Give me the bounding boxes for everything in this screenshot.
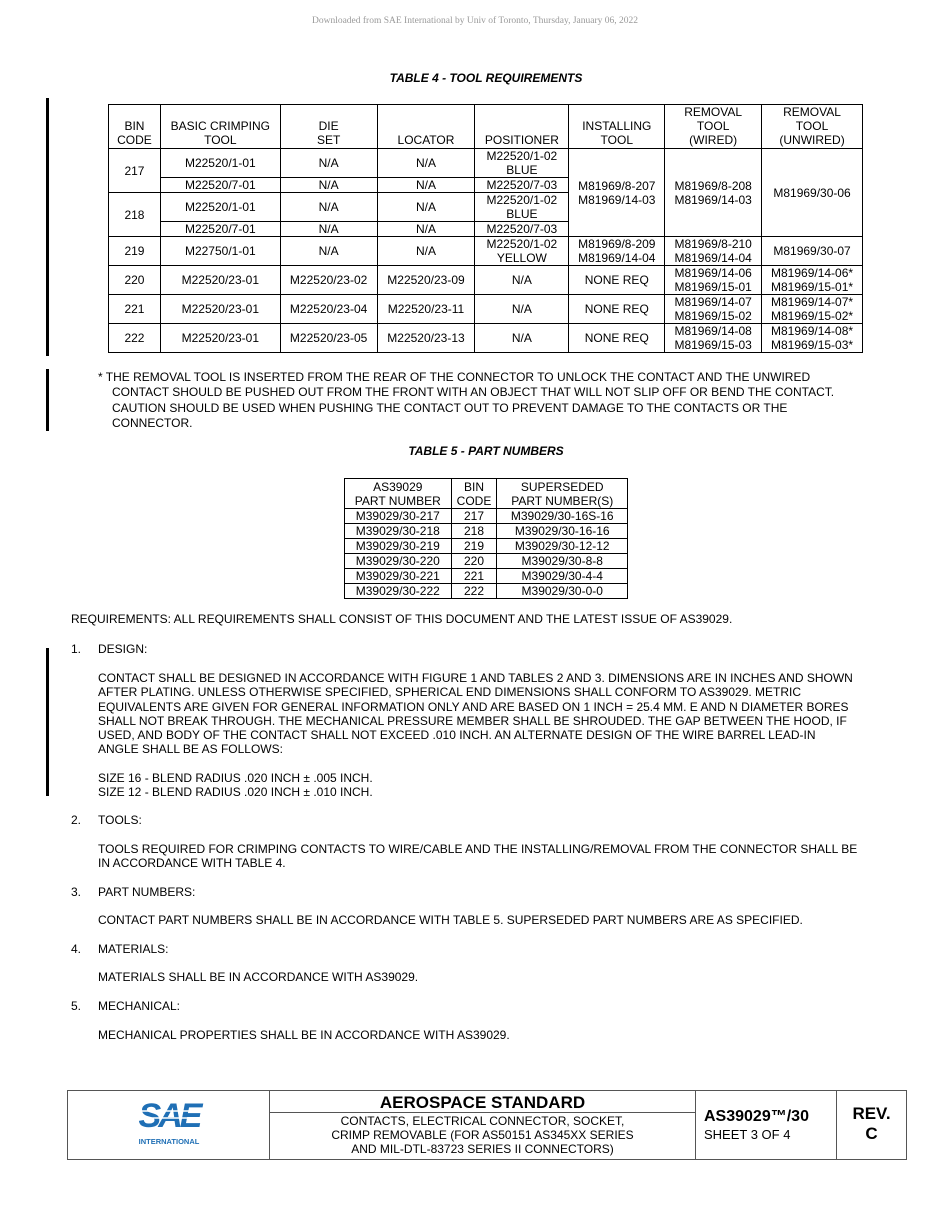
table-cell: 221 <box>451 569 497 584</box>
table5-title: TABLE 5 - PART NUMBERS <box>408 444 564 458</box>
table-cell: N/A <box>377 178 475 193</box>
title-block <box>67 1090 907 1160</box>
document-number-cell <box>696 1091 837 1159</box>
section-heading: PART NUMBERS: <box>98 885 196 899</box>
table-cell: M81969/8-209 M81969/14-04 <box>569 237 665 266</box>
table-cell: N/A <box>377 193 475 222</box>
table-cell: 218 <box>109 193 161 237</box>
table-row <box>109 237 863 266</box>
table-cell: M22520/23-01 <box>160 266 280 295</box>
table-cell: N/A <box>377 222 475 237</box>
document-number: AS39029™/30 <box>704 1108 809 1125</box>
table-cell: M39029/30-218 <box>345 524 452 539</box>
blend-radius-list <box>98 771 898 800</box>
standard-title: AEROSPACE STANDARD <box>270 1091 695 1113</box>
header-cell: BIN CODE <box>109 105 161 149</box>
download-note: Downloaded from SAE International by Univ of Toronto, Thursday, January 06, 2022 <box>311 16 639 26</box>
table-cell: M22750/1-01 <box>160 237 280 266</box>
paragraph-line: AFTER PLATING. UNLESS OTHERWISE SPECIFIED, SPHERICAL END DIMENSIONS SHALL CONFORM TO AS39029. METRIC <box>98 685 802 700</box>
table-cell: M81969/14-08 M81969/15-03 <box>665 324 762 353</box>
footnote-line: CONTACT SHOULD BE PUSHED OUT FROM THE FRONT WITH AN OBJECT THAT WILL NOT SLIP OFF OR BEND THE CONTACT. <box>112 385 835 400</box>
section-heading: MATERIALS: <box>98 942 169 956</box>
part-numbers-paragraph: CONTACT PART NUMBERS SHALL BE IN ACCORDANCE WITH TABLE 5. SUPERSEDED PART NUMBERS ARE AS SPECIFIED. <box>98 913 803 927</box>
table-cell: N/A <box>475 324 569 353</box>
table-cell: NONE REQ <box>569 295 665 324</box>
footnote-line: CAUTION SHOULD BE USED WHEN PUSHING THE CONTACT OUT TO PREVENT DAMAGE TO THE CONTACTS OR THE <box>112 400 788 415</box>
table-cell: M22520/1-02 BLUE <box>475 149 569 178</box>
footnote-line: * THE REMOVAL TOOL IS INSERTED FROM THE REAR OF THE CONNECTOR TO UNLOCK THE CONTACT AND THE UNWIRED <box>98 370 811 384</box>
table-row <box>109 295 863 324</box>
table-cell: M81969/30-07 <box>762 237 863 266</box>
table-row <box>345 509 628 524</box>
table-cell: M39029/30-4-4 <box>497 569 628 584</box>
table-cell: N/A <box>280 237 377 266</box>
table-cell: N/A <box>280 193 377 222</box>
table-row <box>345 539 628 554</box>
table-cell: 222 <box>451 584 497 599</box>
section-number: 3. <box>71 885 82 899</box>
table-cell: N/A <box>280 149 377 178</box>
tool-requirements-table <box>108 104 863 353</box>
paragraph-line: TOOLS REQUIRED FOR CRIMPING CONTACTS TO WIRE/CABLE AND THE INSTALLING/REMOVAL FROM THE CONNECTOR SHALL BE <box>98 842 858 856</box>
table-cell: NONE REQ <box>569 266 665 295</box>
footnote-line: CONNECTOR. <box>112 415 193 430</box>
table-cell: N/A <box>377 237 475 266</box>
table-cell: M22520/7-01 <box>160 222 280 237</box>
table-row <box>345 569 628 584</box>
requirements-statement: REQUIREMENTS: ALL REQUIREMENTS SHALL CONSIST OF THIS DOCUMENT AND THE LATEST ISSUE OF AS39029. <box>71 612 733 626</box>
table-cell: M39029/30-16S-16 <box>497 509 628 524</box>
table-cell: 217 <box>109 149 161 193</box>
sae-logo-subtitle: INTERNATIONAL <box>138 1137 200 1146</box>
change-bar <box>46 98 49 356</box>
table-cell: M22520/1-01 <box>160 149 280 178</box>
table-header-row <box>109 105 863 149</box>
table-cell: M81969/8-208 M81969/14-03 <box>665 149 762 237</box>
table-cell: M81969/8-210 M81969/14-04 <box>665 237 762 266</box>
table-cell: M81969/30-06 <box>762 149 863 237</box>
header-cell: POSITIONER <box>475 105 569 149</box>
section-heading: TOOLS: <box>98 813 142 827</box>
table-cell: M22520/23-01 <box>160 324 280 353</box>
table-cell: 221 <box>109 295 161 324</box>
section-number: 4. <box>71 942 82 956</box>
table-cell: M81969/14-06 M81969/15-01 <box>665 266 762 295</box>
paragraph-line: EQUIVALENTS ARE GIVEN FOR GENERAL INFORMATION ONLY AND ARE BASED ON 1 INCH = 25.4 MM. E AND N DIAMETER BORES <box>98 699 849 714</box>
table-row <box>345 554 628 569</box>
table-cell: M81969/14-07 M81969/15-02 <box>665 295 762 324</box>
table-cell: M22520/1-01 <box>160 193 280 222</box>
paragraph-line: CONTACT SHALL BE DESIGNED IN ACCORDANCE WITH FIGURE 1 AND TABLES 2 AND 3. DIMENSIONS ARE IN INCHES AND SHOWN <box>98 671 853 685</box>
table-cell: 219 <box>109 237 161 266</box>
section-number: 2. <box>71 813 82 827</box>
table-cell: 222 <box>109 324 161 353</box>
table-cell: 220 <box>109 266 161 295</box>
change-bar <box>46 648 49 796</box>
title-cell <box>270 1091 696 1159</box>
table-cell: M39029/30-220 <box>345 554 452 569</box>
revision-cell <box>837 1091 906 1159</box>
table-row <box>345 584 628 599</box>
section-heading: MECHANICAL: <box>98 999 181 1013</box>
table-cell: N/A <box>377 149 475 178</box>
description-line: CONTACTS, ELECTRICAL CONNECTOR, SOCKET, <box>340 1114 625 1128</box>
table-cell: M22520/23-05 <box>280 324 377 353</box>
paragraph-line: SHALL NOT BREAK THROUGH. THE MECHANICAL PRESSURE MEMBER SHALL BE SHROUDED. THE GAP BETWEEN THE HOOD, IF <box>98 713 847 728</box>
table4-footnote <box>98 370 888 431</box>
sae-logo-letters: SAE <box>138 1097 200 1135</box>
table-cell: N/A <box>280 222 377 237</box>
tools-paragraph <box>98 842 898 871</box>
table-cell: M22520/7-03 <box>475 222 569 237</box>
table-cell: M39029/30-221 <box>345 569 452 584</box>
table-cell: M22520/7-01 <box>160 178 280 193</box>
table-cell: M22520/23-11 <box>377 295 475 324</box>
description-line: CRIMP REMOVABLE (FOR AS50151 AS345XX SERIES <box>331 1128 634 1142</box>
header-cell: SUPERSEDED PART NUMBER(S) <box>497 479 628 509</box>
header-cell: INSTALLING TOOL <box>569 105 665 149</box>
table-cell: M22520/23-04 <box>280 295 377 324</box>
header-cell: BASIC CRIMPING TOOL <box>160 105 280 149</box>
change-bar <box>46 369 49 431</box>
header-cell: REMOVAL TOOL (UNWIRED) <box>762 105 863 149</box>
materials-paragraph: MATERIALS SHALL BE IN ACCORDANCE WITH AS39029. <box>98 970 419 984</box>
table-cell: M39029/30-12-12 <box>497 539 628 554</box>
header-cell: AS39029 PART NUMBER <box>345 479 452 509</box>
paragraph-line: ANGLE SHALL BE AS FOLLOWS: <box>98 742 283 757</box>
table-row <box>109 149 863 178</box>
table-cell: M81969/14-06* M81969/15-01* <box>762 266 863 295</box>
header-cell: BIN CODE <box>451 479 497 509</box>
table-cell: M39029/30-8-8 <box>497 554 628 569</box>
table-cell: M22520/23-02 <box>280 266 377 295</box>
table-cell: NONE REQ <box>569 324 665 353</box>
description-line: AND MIL-DTL-83723 SERIES II CONNECTORS) <box>351 1142 614 1156</box>
revision-label <box>837 1104 906 1144</box>
table-cell: M39029/30-0-0 <box>497 584 628 599</box>
design-paragraph <box>98 671 898 757</box>
table-header-row <box>345 479 628 509</box>
table-cell: N/A <box>475 266 569 295</box>
table-cell: M39029/30-222 <box>345 584 452 599</box>
table-cell: M22520/23-09 <box>377 266 475 295</box>
table-cell: M39029/30-219 <box>345 539 452 554</box>
standard-description <box>270 1114 695 1156</box>
size-16-spec: SIZE 16 - BLEND RADIUS .020 INCH ± .005 INCH. <box>98 771 373 785</box>
table-cell: M39029/30-217 <box>345 509 452 524</box>
table-cell: 218 <box>451 524 497 539</box>
section-number: 5. <box>71 999 82 1013</box>
section-heading: DESIGN: <box>98 642 148 656</box>
mechanical-paragraph: MECHANICAL PROPERTIES SHALL BE IN ACCORDANCE WITH AS39029. <box>98 1028 510 1042</box>
table-cell: M81969/14-08* M81969/15-03* <box>762 324 863 353</box>
table-cell: M81969/8-207 M81969/14-03 <box>569 149 665 237</box>
header-cell: LOCATOR <box>377 105 475 149</box>
table-row <box>109 266 863 295</box>
paragraph-line: USED, AND BODY OF THE CONTACT SHALL NOT EXCEED .010 INCH. AN ALTERNATE DESIGN OF THE WIRE BARREL LEAD-IN <box>98 728 816 743</box>
table-cell: 217 <box>451 509 497 524</box>
table-cell: M22520/23-01 <box>160 295 280 324</box>
table-cell: M81969/14-07* M81969/15-02* <box>762 295 863 324</box>
logo-cell <box>68 1091 270 1159</box>
sae-logo-icon <box>68 1091 270 1159</box>
table-row <box>345 524 628 539</box>
revision-value: C <box>865 1124 878 1143</box>
revision-text: REV. <box>852 1104 891 1123</box>
table-cell: M22520/23-13 <box>377 324 475 353</box>
table-cell: M22520/7-03 <box>475 178 569 193</box>
size-12-spec: SIZE 12 - BLEND RADIUS .020 INCH ± .010 INCH. <box>98 785 373 800</box>
table-cell: 220 <box>451 554 497 569</box>
table4-title: TABLE 4 - TOOL REQUIREMENTS <box>389 71 583 85</box>
sheet-number: SHEET 3 OF 4 <box>704 1127 791 1142</box>
section-number: 1. <box>71 642 82 656</box>
table-cell: M22520/1-02 YELLOW <box>475 237 569 266</box>
table-cell: M39029/30-16-16 <box>497 524 628 539</box>
table-cell: N/A <box>475 295 569 324</box>
table-row <box>109 324 863 353</box>
paragraph-line: IN ACCORDANCE WITH TABLE 4. <box>98 856 286 871</box>
header-cell: DIE SET <box>280 105 377 149</box>
table-cell: 219 <box>451 539 497 554</box>
table-cell: M22520/1-02 BLUE <box>475 193 569 222</box>
part-numbers-table <box>344 478 628 599</box>
header-cell: REMOVAL TOOL (WIRED) <box>665 105 762 149</box>
table-cell: N/A <box>280 178 377 193</box>
